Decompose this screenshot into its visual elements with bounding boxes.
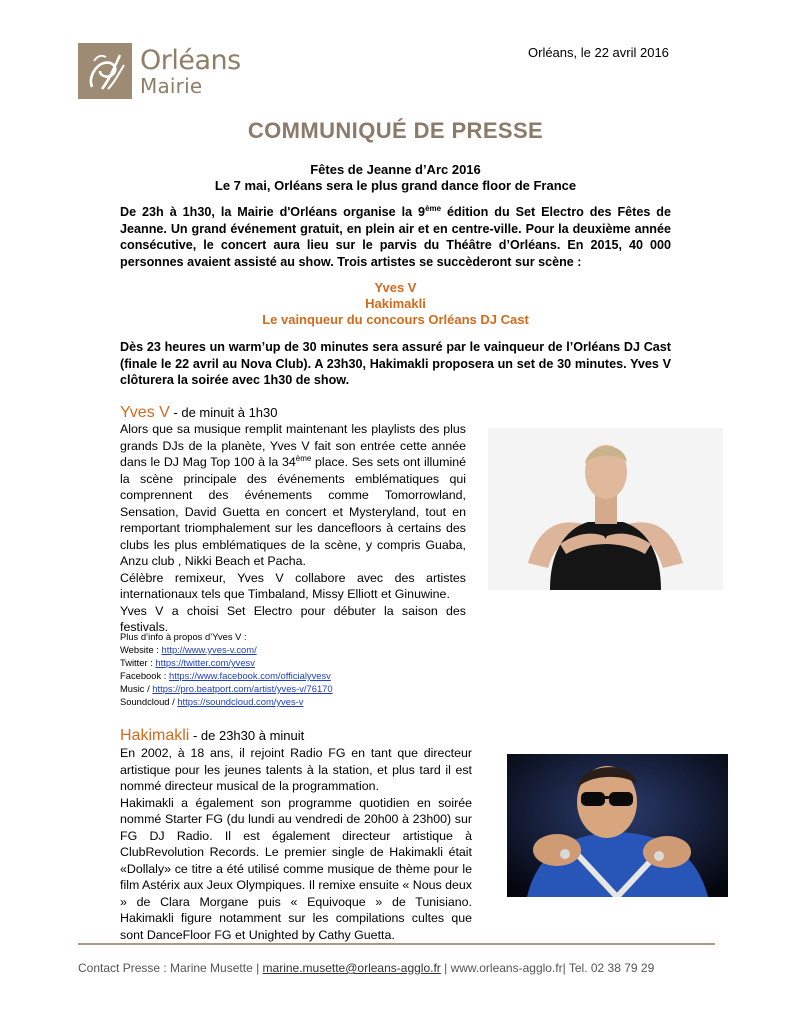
link-label: Soundcloud /	[120, 696, 178, 707]
hakimakli-name: Hakimakli	[120, 727, 190, 744]
website-link[interactable]: http://www.yves-v.com/	[161, 644, 257, 655]
yves-links	[120, 630, 333, 708]
footer-divider	[78, 943, 715, 945]
yves-section-heading	[120, 404, 278, 422]
press-release-heading	[0, 118, 791, 144]
yves-time: - de minuit à 1h30	[169, 405, 278, 420]
artist-list-item: Le vainqueur du concours Orléans DJ Cast	[262, 312, 529, 327]
hakimakli-bio-paragraph: Hakimakli a également son programme quotidien en soirée nommé Starter FG (du lundi au vendredi de 20h00 à 23h00) sur FG DJ Radio. Il est également directeur artistique à ClubRevolution Records. Le premier single de Hakimakli était «Dollaly» ce titre a été utilisé comme musique de thème pour le film Astérix aux Jeux Olympiques. Il remixe ensuite « Nous deux » de Clara Morgane puis « Equivoque » de Tunisiano. Hakimakli figure notamment sur les compilations cultes que sont DanceFloor FG et Unighted by Cathy Guetta.	[120, 795, 472, 942]
yves-name: Yves V	[120, 404, 170, 421]
yves-bio-paragraph: Yves V a choisi Set Electro pour débuter la saison des festivals.	[120, 603, 466, 634]
twitter-link[interactable]: https://twitter.com/yvesv	[155, 657, 255, 668]
intro-superscript: ème	[425, 203, 442, 213]
hakimakli-biography	[120, 745, 472, 943]
event-subtitle: Le 7 mai, Orléans sera le plus grand dance floor de France	[214, 178, 577, 193]
artist-list-item: Hakimakli	[365, 296, 426, 311]
link-label: Website :	[120, 644, 162, 655]
intro-text-b: édition du Set Electro des Fêtes de Jeanne. Un grand événement gratuit, en plein air et en centre-ville. Pour la deuxième année consécutive, le concert aura lieu sur le parvis du Théâtre d’Orléans. En 2015, 40 000 personnes avaient assisté au show. Trois artistes se succèderont sur scène :	[120, 205, 671, 269]
yves-bio-text-b: place. Ses sets ont illuminé la scène principale des événements emblématiques qui comprennent des événements comme Tomorrowland, Sensation, David Guetta en concert et Mysteryland, tout en remportant triomphalement sur les dancefloors à certains des clubs les plus emblématiques de la scène, y compris Guaba, Anzu club , Nikki Beach et Pacha.	[120, 455, 466, 568]
link-row-facebook	[120, 669, 333, 682]
footer-contact-text: Contact Presse : Marine Musette |	[78, 961, 263, 975]
links-intro: Plus d’info à propos d’Yves V :	[120, 631, 247, 642]
footer-website-phone: | www.orleans-agglo.fr| Tel. 02 38 79 29	[440, 961, 655, 975]
link-row-website	[120, 643, 333, 656]
press-release-heading-text: COMMUNIQUÉ DE PRESSE	[247, 118, 544, 143]
hakimakli-time: - de 23h30 à minuit	[189, 728, 305, 743]
event-title: Fêtes de Jeanne d’Arc 2016	[310, 162, 481, 177]
yves-bio-paragraph	[120, 421, 466, 570]
link-row-music	[120, 682, 333, 695]
logo-text-mairie: Mairie	[140, 74, 203, 98]
facebook-link[interactable]: https://www.facebook.com/officialyvesv	[169, 670, 331, 681]
soundcloud-link[interactable]: https://soundcloud.com/yves-v	[177, 696, 304, 707]
hakimakli-section-heading	[120, 727, 304, 745]
beatport-link[interactable]: https://pro.beatport.com/artist/yves-v/76170	[152, 683, 333, 694]
link-label: Twitter :	[120, 657, 156, 668]
logo-text-orleans: Orléans	[140, 45, 241, 76]
logo-mark-icon	[78, 43, 132, 99]
link-label: Facebook :	[120, 670, 169, 681]
link-row-twitter	[120, 656, 333, 669]
yves-biography	[120, 421, 466, 636]
document-date: Orléans, le 22 avril 2016	[528, 45, 669, 60]
hakimakli-bio-paragraph: En 2002, à 18 ans, il rejoint Radio FG en tant que directeur artistique pour les jeunes talents à la station, et plus tard il est nommé directeur musical de la programmation.	[120, 746, 472, 793]
footer-contact	[78, 961, 718, 975]
footer-email-link[interactable]: marine.musette@orleans-agglo.fr	[262, 961, 441, 975]
intro-text-a: De 23h à 1h30, la Mairie d'Orléans organise la 9	[120, 205, 426, 219]
hakimakli-photo	[507, 754, 728, 897]
link-label: Music /	[120, 683, 153, 694]
artist-list-item: Yves V	[374, 280, 417, 295]
intro-paragraph	[120, 204, 671, 270]
schedule-paragraph: Dès 23 heures un warm’up de 30 minutes sera assuré par le vainqueur de l’Orléans DJ Cast (finale le 22 avril au Nova Club). A 23h30, Hakimakli proposera un set de 30 minutes. Yves V clôturera la soirée avec 1h30 de show.	[120, 340, 671, 387]
yves-bio-superscript: ème	[295, 453, 312, 463]
orleans-mairie-logo	[78, 43, 248, 101]
yves-bio-paragraph: Célèbre remixeur, Yves V collabore avec des artistes internationaux tels que Timbaland, Missy Elliott et Ginuwine.	[120, 570, 466, 601]
yves-bio-text-a: Alors que sa musique remplit maintenant les playlists des plus grands DJs de la planète, Yves V fait son entrée cette année dans le DJ Mag Top 100 à la 34	[120, 422, 466, 469]
yves-v-photo	[488, 428, 723, 590]
link-row-soundcloud	[120, 695, 333, 708]
